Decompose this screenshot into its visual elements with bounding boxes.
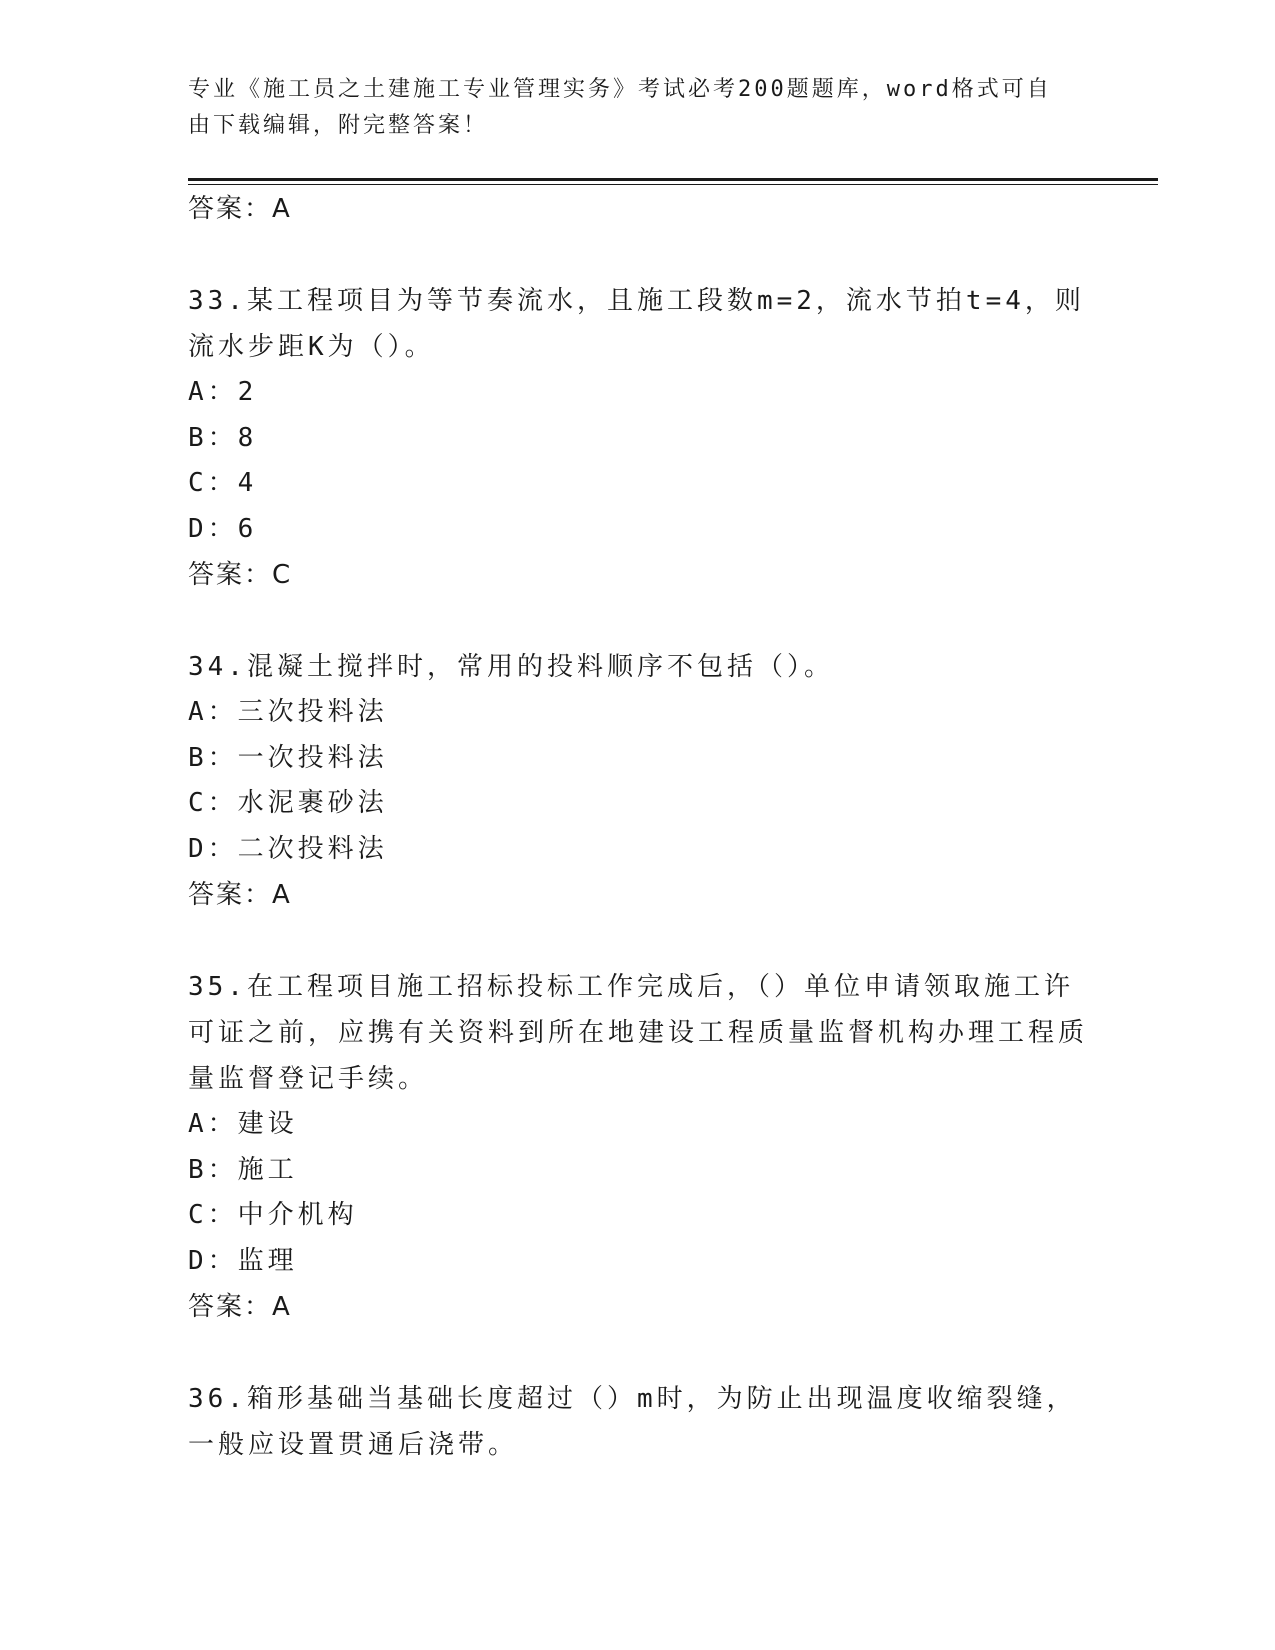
- question-text: 36.箱形基础当基础长度超过（）m时，为防止出现温度收缩裂缝，一般应设置贯通后浇带。: [188, 1384, 1077, 1460]
- question-text: 33.某工程项目为等节奏流水，且施工段数m=2，流水节拍t=4，则流水步距K为（）。: [188, 286, 1085, 362]
- option-a: A：2: [188, 377, 258, 407]
- option-a: A：建设: [188, 1109, 298, 1139]
- header-rule-thick: [188, 178, 1158, 181]
- answer-line: 答案：A: [188, 880, 292, 910]
- question-text: 34.混凝土搅拌时，常用的投料顺序不包括（）。: [188, 652, 834, 682]
- document-header: 专业《施工员之土建施工专业管理实务》考试必考200题题库，word格式可自由下载编辑，附完整答案！: [188, 77, 1052, 138]
- question-text: 35.在工程项目施工招标投标工作完成后，（）单位申请领取施工许可证之前，应携有关资料到所在地建设工程质量监督机构办理工程质量监督登记手续。: [188, 972, 1089, 1094]
- option-b: B：8: [188, 422, 258, 453]
- answer-line: 答案：C: [188, 560, 293, 590]
- answer-line: 答案：A: [188, 1292, 292, 1322]
- question-34: [188, 644, 1088, 918]
- document-body: [188, 186, 1088, 1468]
- question-36: [188, 1376, 1088, 1468]
- option-a: A：三次投料法: [188, 697, 388, 727]
- option-b: B：一次投料法: [188, 742, 388, 773]
- option-c: C：4: [188, 468, 258, 498]
- option-b: B：施工: [188, 1154, 298, 1185]
- answer-line: 答案：A: [188, 194, 292, 224]
- question-33: [188, 278, 1088, 598]
- header-rule-thin: [188, 184, 1158, 185]
- option-c: C：水泥裹砂法: [188, 788, 388, 818]
- option-c: C：中介机构: [188, 1200, 358, 1230]
- question-35: [188, 964, 1088, 1330]
- option-d: D：二次投料法: [188, 833, 388, 864]
- option-d: D：监理: [188, 1245, 298, 1276]
- option-d: D：6: [188, 513, 258, 544]
